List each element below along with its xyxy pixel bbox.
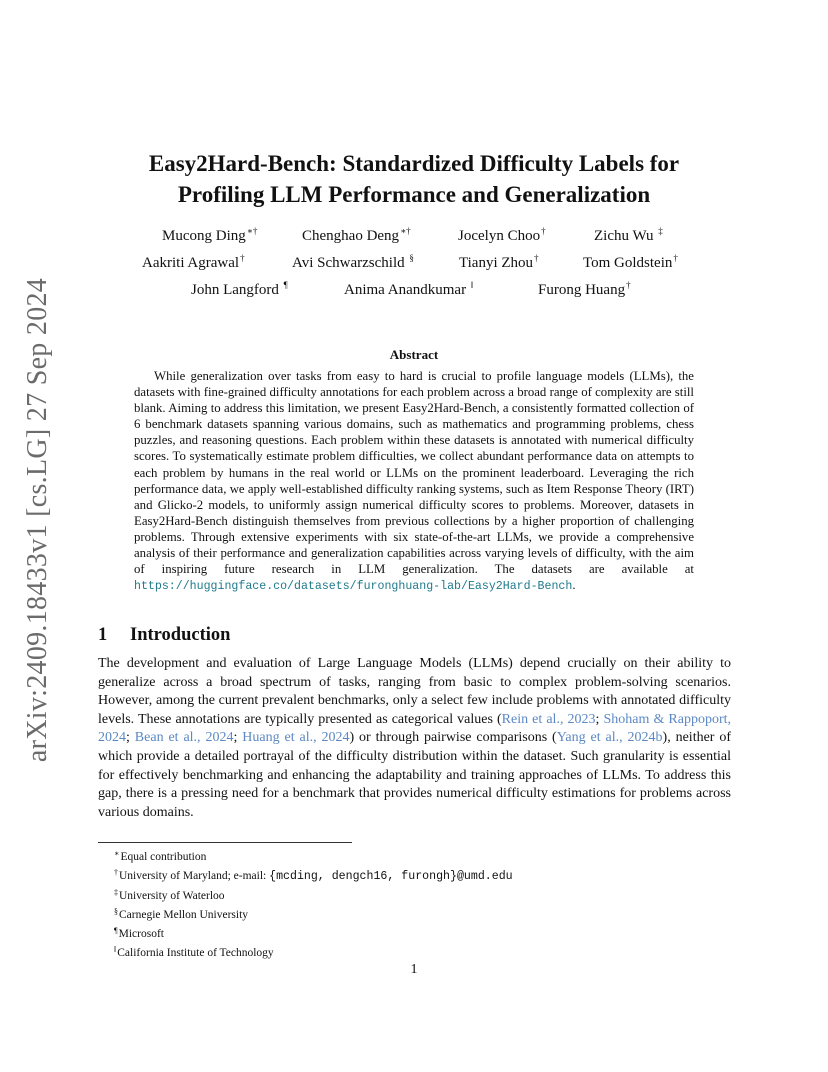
author: Aakriti Agrawal† bbox=[142, 253, 245, 271]
author: Furong Huang† bbox=[538, 280, 631, 298]
author: Avi Schwarzschild § bbox=[292, 253, 414, 271]
abstract-heading: Abstract bbox=[389, 347, 439, 362]
footnote: §Carnegie Mellon University bbox=[114, 906, 249, 921]
citation-link[interactable]: Bean et al., 2024 bbox=[134, 730, 234, 746]
intro-text: ), neither of which provide a detailed portrayal of the difficulty distribution within the dataset. Such granularity is essential for effectively benchmarking and enhancing the adaptability and training approaches of LLMs. To address this gap, there is a pressing need for a benchmark that provides numerical difficulty estimations for problems across various domains. bbox=[98, 730, 732, 820]
author: Tianyi Zhou† bbox=[459, 253, 539, 271]
footnote: ¶Microsoft bbox=[114, 926, 164, 941]
intro-text: ; bbox=[126, 730, 135, 746]
section-heading bbox=[98, 625, 230, 646]
citation-link[interactable]: Huang et al., 2024 bbox=[242, 730, 350, 746]
paper-title bbox=[60, 148, 768, 210]
author-row bbox=[60, 226, 768, 253]
footnote: ‖California Institute of Technology bbox=[114, 945, 274, 960]
title-line-2: Profiling LLM Performance and Generalization bbox=[177, 182, 651, 207]
section-title: Introduction bbox=[130, 625, 231, 645]
dataset-link[interactable]: https://huggingface.co/datasets/furonghuang-lab/Easy2Hard-Bench bbox=[134, 580, 573, 594]
abstract-text: While generalization over tasks from easy to hard is crucial to profile language models (LLMs), the datasets with fine-grained difficulty annotations for each problem across a broad range of complexity are still blank. Aiming to address this limitation, we present Easy2Hard-Bench, a consistently formatted collection of 6 benchmark datasets spanning various domains, such as mathematics and programming problems, chess puzzles, and reasoning questions. Each problem within these datasets is annotated with numerical difficulty scores. To systematically estimate problem difficulties, we collect abundant performance data on attempts to each problem by humans in the real world or LLMs on the prominent leaderboard. Leveraging the rich performance data, we apply well-established difficulty ranking systems, such as Item Response Theory (IRT) and Glicko-2 models, to uniformly assign numerical difficulty scores to problems. Moreover, datasets in Easy2Hard-Bench distinguish themselves from previous collections by a higher proportion of challenging problems. Through extensive experiments with six state-of-the-art LLMs, we provide a comprehensive analysis of their performance and generalization capabilities across varying levels of difficulty, with the aim of inspiring future research in LLM generalization. The datasets are available at bbox=[134, 369, 694, 577]
author: Zichu Wu ‡ bbox=[594, 226, 663, 244]
intro-text: ; bbox=[595, 711, 604, 727]
author: Tom Goldstein† bbox=[583, 253, 678, 271]
title-line-1: Easy2Hard-Bench: Standardized Difficulty Labels for bbox=[148, 151, 680, 176]
author-list bbox=[60, 226, 768, 307]
footnote: †University of Maryland; e-mail: {mcding, dengch16, furongh}@umd.edu bbox=[114, 868, 513, 884]
intro-text: The development and evaluation of Large Language Models (LLMs) depend crucially on their ability to generalize across a broad spectrum of tasks, ranging from basic to complex problem-solving scenarios. However, among the current prevalent benchmarks, only a select few include problems with annotated difficulty levels. These annotations are typically presented as categorical values ( bbox=[98, 656, 731, 727]
author: John Langford ¶ bbox=[191, 280, 288, 298]
author: Anima Anandkumar ‖ bbox=[344, 280, 474, 298]
citation-link[interactable]: Shoham & Rappoport, 2024 bbox=[98, 711, 731, 746]
email-addresses: {mcding, dengch16, furongh}@umd.edu bbox=[269, 870, 513, 884]
citation-link[interactable]: Yang et al., 2024b bbox=[556, 730, 663, 746]
author: Jocelyn Choo† bbox=[458, 226, 546, 244]
citation-link[interactable]: Rein et al., 2023 bbox=[501, 711, 596, 727]
section-number: 1 bbox=[98, 625, 108, 645]
introduction-paragraph bbox=[98, 655, 731, 822]
footnote: ∗Equal contribution bbox=[114, 849, 207, 863]
footnote-divider bbox=[98, 842, 352, 843]
footnote: ‡University of Waterloo bbox=[114, 887, 225, 902]
arxiv-identifier-text: arXiv:2409.18433v1 [cs.LG] 27 Sep 2024 bbox=[22, 277, 53, 763]
intro-text: ; bbox=[233, 730, 243, 746]
author-row bbox=[60, 253, 768, 280]
author: Mucong Ding∗† bbox=[162, 226, 258, 244]
intro-text: ) or through pairwise comparisons ( bbox=[349, 730, 557, 746]
author: Chenghao Deng∗† bbox=[302, 226, 411, 244]
footnote-list bbox=[114, 846, 513, 962]
page-number: 1 bbox=[410, 962, 418, 977]
abstract-body: While generalization over tasks from easy to hard is crucial to profile language models (LLMs), the datasets with fine-grained difficulty annotations for each problem across a broad range of complexity are still blank. Aiming to address this limitation, we present Easy2Hard-Bench, a consistently formatted collection of 6 benchmark datasets spanning various domains, such as mathematics and programming problems, chess puzzles, and reasoning questions. Each problem within these datasets is annotated with numerical difficulty scores. To systematically estimate problem difficulties, we collect abundant performance data on attempts to each problem by humans in the real world or LLMs on the prominent leaderboard. Leveraging the rich performance data, we apply well-established difficulty ranking systems, such as Item Response Theory (IRT) and Glicko-2 models, to uniformly assign numerical difficulty scores to problems. Moreover, datasets in Easy2Hard-Bench distinguish themselves from previous collections by a higher proportion of challenging problems. Through extensive experiments with six state-of-the-art LLMs, we provide a comprehensive analysis of their performance and generalization capabilities across varying levels of difficulty, with the aim of inspiring future research in LLM generalization. The datasets are available at https://huggingface.co/datasets/furonghuang-lab/Easy2Hard-Bench. bbox=[134, 369, 694, 594]
author-row bbox=[60, 280, 768, 307]
